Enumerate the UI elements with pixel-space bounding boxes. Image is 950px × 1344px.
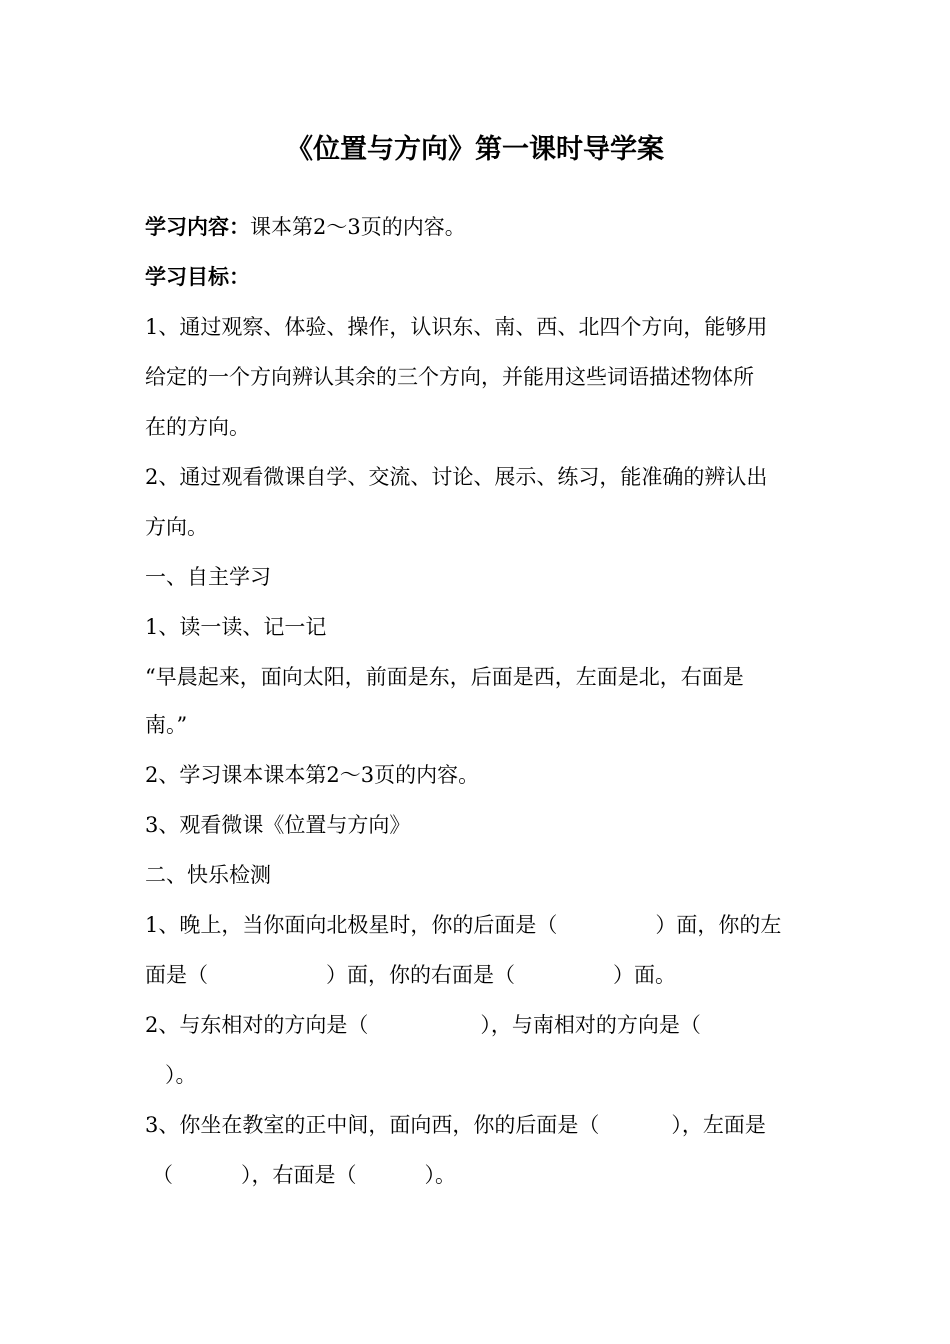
q3-part-c: （ — [152, 1163, 173, 1187]
section1-item1: 1、读一读、记一记 — [145, 615, 327, 639]
q3-part-e: ）。 — [424, 1163, 456, 1187]
learning-content — [145, 212, 825, 242]
question2-line2: ）。 — [165, 1063, 197, 1087]
question2-line1 — [145, 1010, 825, 1040]
goal1-line2: 给定的一个方向辨认其余的三个方向，并能用这些词语描述物体所 — [145, 365, 754, 389]
question3-line2 — [152, 1160, 832, 1190]
q3-part-b: ），左面是 — [671, 1113, 766, 1137]
question3-line1 — [145, 1110, 825, 1140]
q3-part-a: 3、你坐在教室的正中间，面向西，你的后面是（ — [145, 1113, 600, 1137]
q1-part-e: ）面。 — [613, 963, 676, 987]
q1-part-d: ）面，你的右面是（ — [326, 963, 515, 987]
question1-line1 — [145, 910, 825, 940]
section1-heading: 一、自主学习 — [145, 565, 271, 589]
q1-part-c: 面是（ — [145, 963, 208, 987]
page-title: 《位置与方向》第一课时导学案 — [286, 134, 664, 165]
goal2-line2: 方向。 — [145, 515, 208, 539]
question1-line2 — [145, 960, 825, 990]
q1-part-b: ）面，你的左 — [655, 913, 782, 937]
goals-label: 学习目标： — [145, 265, 250, 289]
quote-line2: 南。” — [145, 713, 188, 737]
goal2-line1: 2、通过观看微课自学、交流、讨论、展示、练习，能准确的辨认出 — [145, 465, 768, 489]
content-text: 课本第2～3页的内容。 — [250, 215, 466, 239]
q2-part-a: 2、与东相对的方向是（ — [145, 1013, 369, 1037]
q2-part-b: ），与南相对的方向是（ — [480, 1013, 701, 1037]
q3-part-d: ），右面是（ — [241, 1163, 357, 1187]
goal1-line1: 1、通过观察、体验、操作，认识东、南、西、北四个方向，能够用 — [145, 315, 768, 339]
section2-heading: 二、快乐检测 — [145, 863, 271, 887]
quote-line1: “早晨起来，面向太阳，前面是东，后面是西，左面是北，右面是 — [145, 665, 744, 689]
q1-part-a: 1、晚上，当你面向北极星时，你的后面是（ — [145, 913, 558, 937]
content-label: 学习内容： — [145, 215, 250, 239]
goal1-line3: 在的方向。 — [145, 415, 250, 439]
section1-item2: 2、学习课本课本第2～3页的内容。 — [145, 763, 480, 787]
section1-item3: 3、观看微课《位置与方向》 — [145, 813, 411, 837]
